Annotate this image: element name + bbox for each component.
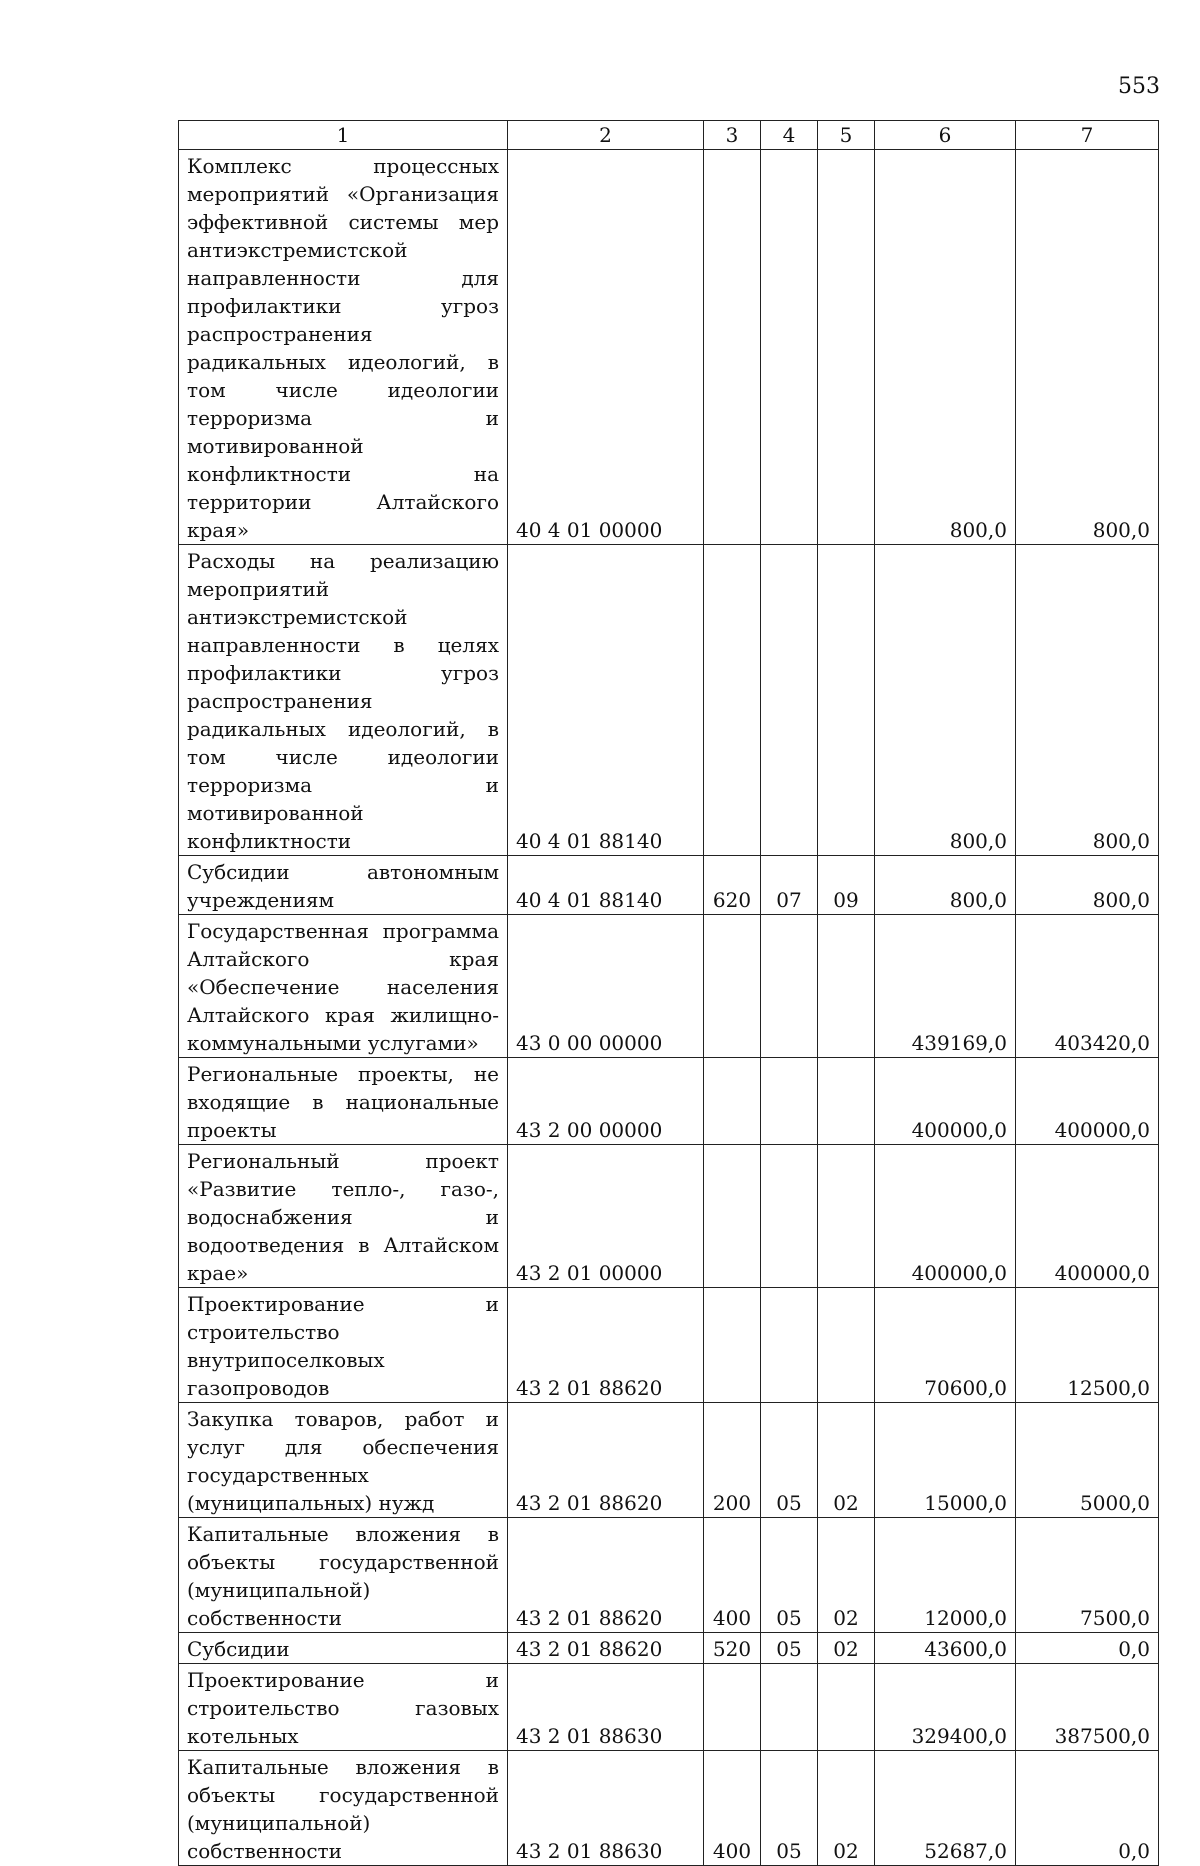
amount-col7-cell: 800,0 <box>1016 545 1159 856</box>
amount-col7-cell: 12500,0 <box>1016 1288 1159 1403</box>
expense-type-cell: 200 <box>704 1403 761 1518</box>
table-row <box>179 1633 1159 1664</box>
column-header-6: 6 <box>875 121 1016 150</box>
amount-col7-cell: 387500,0 <box>1016 1664 1159 1751</box>
item-name-cell: Капитальные вложения в объекты государственной (муниципальной) собственности <box>179 1751 508 1866</box>
section-code-cell <box>761 1058 818 1145</box>
item-name-cell: Закупка товаров, работ и услуг для обеспечения государственных (муниципальных) нужд <box>179 1403 508 1518</box>
item-name-cell: Субсидии автономным учреждениям <box>179 856 508 915</box>
target-code-cell: 43 2 01 88620 <box>508 1403 704 1518</box>
target-code-cell: 43 2 01 88630 <box>508 1751 704 1866</box>
amount-col7-cell: 7500,0 <box>1016 1518 1159 1633</box>
table-row <box>179 856 1159 915</box>
amount-col6-cell: 800,0 <box>875 150 1016 545</box>
subsection-code-cell: 02 <box>818 1751 875 1866</box>
amount-col7-cell: 800,0 <box>1016 856 1159 915</box>
table-row <box>179 1751 1159 1866</box>
amount-col6-cell: 70600,0 <box>875 1288 1016 1403</box>
amount-col6-cell: 800,0 <box>875 856 1016 915</box>
column-header-1: 1 <box>179 121 508 150</box>
item-name-cell: Проектирование и строительство газовых котельных <box>179 1664 508 1751</box>
section-code-cell <box>761 915 818 1058</box>
table-row <box>179 1145 1159 1288</box>
subsection-code-cell <box>818 150 875 545</box>
subsection-code-cell: 02 <box>818 1518 875 1633</box>
subsection-code-cell: 09 <box>818 856 875 915</box>
section-code-cell: 07 <box>761 856 818 915</box>
amount-col6-cell: 43600,0 <box>875 1633 1016 1664</box>
section-code-cell <box>761 1145 818 1288</box>
section-code-cell <box>761 1664 818 1751</box>
expense-type-cell: 400 <box>704 1518 761 1633</box>
table-header <box>179 121 1159 150</box>
table-row <box>179 545 1159 856</box>
column-header-4: 4 <box>761 121 818 150</box>
section-code-cell <box>761 1288 818 1403</box>
table-row <box>179 1288 1159 1403</box>
target-code-cell: 43 2 01 88630 <box>508 1664 704 1751</box>
target-code-cell: 43 2 01 88620 <box>508 1633 704 1664</box>
amount-col7-cell: 403420,0 <box>1016 915 1159 1058</box>
item-name-cell: Проектирование и строительство внутрипоселковых газопроводов <box>179 1288 508 1403</box>
table-row <box>179 1664 1159 1751</box>
amount-col6-cell: 400000,0 <box>875 1145 1016 1288</box>
target-code-cell: 43 2 00 00000 <box>508 1058 704 1145</box>
amount-col7-cell: 800,0 <box>1016 150 1159 545</box>
target-code-cell: 40 4 01 88140 <box>508 545 704 856</box>
column-header-3: 3 <box>704 121 761 150</box>
item-name-cell: Субсидии <box>179 1633 508 1664</box>
subsection-code-cell: 02 <box>818 1633 875 1664</box>
target-code-cell: 43 0 00 00000 <box>508 915 704 1058</box>
expense-type-cell <box>704 1664 761 1751</box>
column-header-2: 2 <box>508 121 704 150</box>
target-code-cell: 43 2 01 00000 <box>508 1145 704 1288</box>
expense-type-cell <box>704 915 761 1058</box>
subsection-code-cell: 02 <box>818 1403 875 1518</box>
section-code-cell: 05 <box>761 1633 818 1664</box>
table-row <box>179 1403 1159 1518</box>
table-row <box>179 1518 1159 1633</box>
target-code-cell: 40 4 01 88140 <box>508 856 704 915</box>
expense-type-cell <box>704 150 761 545</box>
target-code-cell: 43 2 01 88620 <box>508 1518 704 1633</box>
item-name-cell: Комплекс процессных мероприятий «Организация эффективной системы мер антиэкстремистской направленности для профилактики угроз распространения радикальных идеологий, в том числе идеологии терроризма и мотивированной конфликтности на территории Алтайского края» <box>179 150 508 545</box>
section-code-cell: 05 <box>761 1518 818 1633</box>
amount-col6-cell: 800,0 <box>875 545 1016 856</box>
amount-col6-cell: 12000,0 <box>875 1518 1016 1633</box>
table-row <box>179 150 1159 545</box>
expense-type-cell <box>704 545 761 856</box>
amount-col6-cell: 400000,0 <box>875 1058 1016 1145</box>
subsection-code-cell <box>818 1058 875 1145</box>
subsection-code-cell <box>818 915 875 1058</box>
budget-table <box>178 120 1159 1866</box>
subsection-code-cell <box>818 1664 875 1751</box>
item-name-cell: Государственная программа Алтайского края «Обеспечение населения Алтайского края жилищно-коммунальными услугами» <box>179 915 508 1058</box>
subsection-code-cell <box>818 545 875 856</box>
amount-col6-cell: 329400,0 <box>875 1664 1016 1751</box>
item-name-cell: Капитальные вложения в объекты государственной (муниципальной) собственности <box>179 1518 508 1633</box>
amount-col6-cell: 15000,0 <box>875 1403 1016 1518</box>
section-code-cell: 05 <box>761 1403 818 1518</box>
target-code-cell: 43 2 01 88620 <box>508 1288 704 1403</box>
amount-col6-cell: 439169,0 <box>875 915 1016 1058</box>
item-name-cell: Расходы на реализацию мероприятий антиэкстремистской направленности в целях профилактики угроз распространения радикальных идеологий, в том числе идеологии терроризма и мотивированной конфликтности <box>179 545 508 856</box>
amount-col7-cell: 400000,0 <box>1016 1145 1159 1288</box>
page-number: 553 <box>1118 74 1160 99</box>
expense-type-cell: 520 <box>704 1633 761 1664</box>
item-name-cell: Региональный проект «Развитие тепло-, газо-, водоснабжения и водоотведения в Алтайском крае» <box>179 1145 508 1288</box>
amount-col7-cell: 0,0 <box>1016 1633 1159 1664</box>
subsection-code-cell <box>818 1288 875 1403</box>
section-code-cell <box>761 150 818 545</box>
expense-type-cell <box>704 1058 761 1145</box>
item-name-cell: Региональные проекты, не входящие в национальные проекты <box>179 1058 508 1145</box>
target-code-cell: 40 4 01 00000 <box>508 150 704 545</box>
amount-col7-cell: 400000,0 <box>1016 1058 1159 1145</box>
column-header-7: 7 <box>1016 121 1159 150</box>
subsection-code-cell <box>818 1145 875 1288</box>
column-header-5: 5 <box>818 121 875 150</box>
expense-type-cell <box>704 1145 761 1288</box>
section-code-cell <box>761 545 818 856</box>
amount-col6-cell: 52687,0 <box>875 1751 1016 1866</box>
section-code-cell: 05 <box>761 1751 818 1866</box>
table-row <box>179 915 1159 1058</box>
amount-col7-cell: 0,0 <box>1016 1751 1159 1866</box>
table-row <box>179 1058 1159 1145</box>
expense-type-cell <box>704 1288 761 1403</box>
table-body <box>179 150 1159 1866</box>
amount-col7-cell: 5000,0 <box>1016 1403 1159 1518</box>
expense-type-cell: 400 <box>704 1751 761 1866</box>
expense-type-cell: 620 <box>704 856 761 915</box>
header-row <box>179 121 1159 150</box>
